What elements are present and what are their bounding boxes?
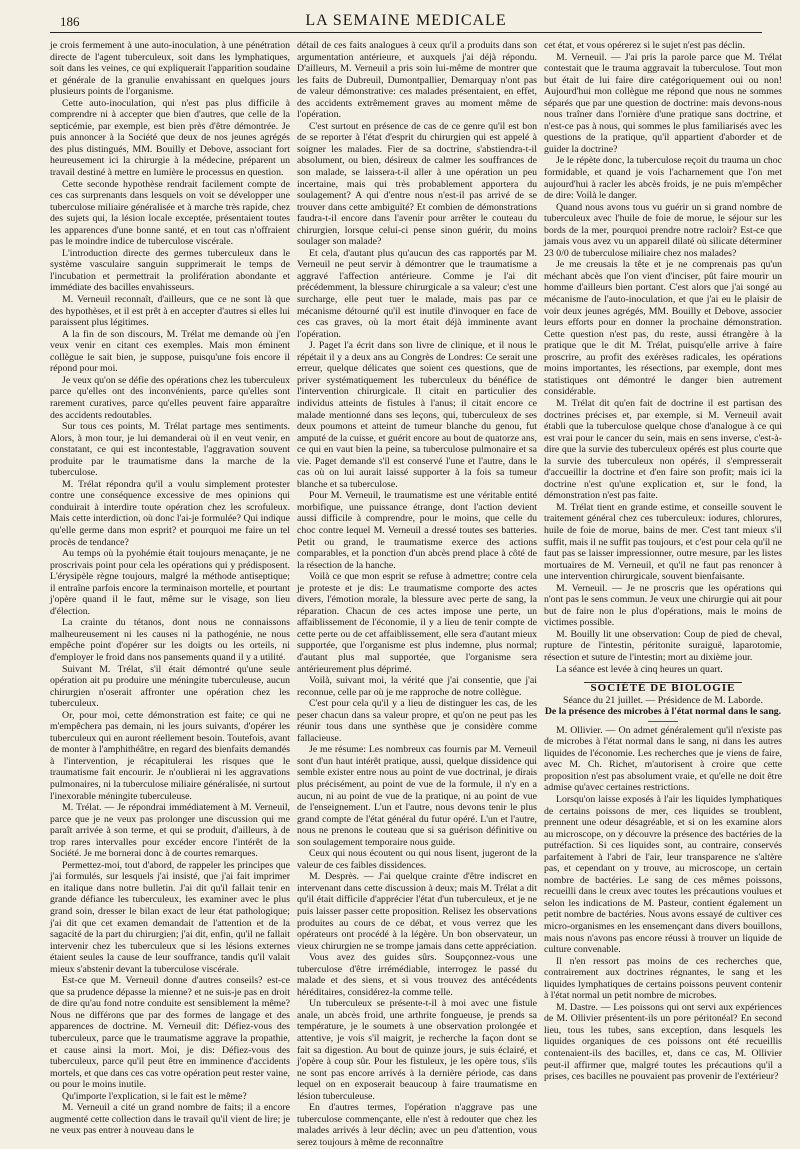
paragraph: Pour M. Verneuil, le traumatisme est une véritable entité morbifique, une puissance étrange, dont l'action devient aussi difficile à comprendre, pour le moins, que celle du choc contre lequel M. Verneuil a dressé toutes ses batteries. Petit ou grand, le traumatisme exerce des actions comparables, et la ponction d'un abcès prend place à côté de la résection de la hanche. bbox=[297, 490, 537, 571]
paragraph: détail de ces faits analogues à ceux qu'il a produits dans son argumentation antérieure, et auxquels j'ai déjà répondu. D'ailleurs, M. Verneuil a pris soin lui-même de montrer que les faits de Dubreuil, Dumontpallier, Demarquay n'ont pas de valeur démonstrative: ces malades présentaient, en effet, des accidents extrêmement graves au moment même de l'opération. bbox=[297, 40, 537, 121]
paragraph: Est-ce que M. Verneuil donne d'autres conseils? est-ce que sa prudence dépasse la mienne? et ne suis-je pas en droit de dire qu'au fond notre conduite est sensiblement la même? Nous ne différons que par des formes de langage et des apparences de doctrine. M. Verneuil dit: Défiez-vous des tuberculeux, parce que le traumatisme aggrave la propathie, et cause ainsi la mort. Moi, je dis: Défiez-vous des tuberculeux, parce qu'il peut être en imminence d'accidents mortels, et que dans ces cas votre opération peut rester vaine, ou pour le moins inutile. bbox=[50, 975, 290, 1091]
text-column-1 bbox=[50, 40, 290, 1137]
paragraph: Je me creusais la tête et je ne comprenais pas qu'un méchant abcès que l'on vient d'inciser, pût faire mourir un homme d'ailleurs bien portant. C'est alors que j'ai songé au mécanisme de l'auto-inoculation, et que j'ai eu le plaisir de voir deux jeunes agrégés, MM. Bouilly et Debove, associer leurs efforts pour en donner la prochaine démonstration. Cette question n'est pas, du reste, aussi étrangère à la pratique que le dit M. Trélat, puisqu'elle arrive à faire proscrire, au profit des exérèses radicales, les opérations moins importantes, les résections, par exemple, dont mes statistiques ont démontré le danger bien autrement considérable. bbox=[544, 259, 782, 398]
paragraph: M. Ollivier. — On admet généralement qu'il n'existe pas de microbes à l'état normal dans le sang, ni dans les autres liquides de l'économie. Les recherches que je viens de faire, avec M. Ch. Richet, m'autorisent à croire que cette proposition n'est pas absolument vraie, et qu'elle ne doit être admise qu'avec certaines restrictions. bbox=[544, 724, 782, 794]
paragraph: Qu'importe l'explication, si le fait est le même? bbox=[62, 1090, 247, 1102]
text-column-2 bbox=[297, 40, 537, 1148]
paragraph: Cette auto-inoculation, qui n'est pas plus difficile à comprendre ni à accepter que bien d'autres, que celle de la septicémie, par exemple, est bien près d'être démontrée. Je puis annoncer à la Société que deux de nos jeunes agrégés des plus distingués, MM. Bouilly et Debove, associant fort heureusement ici la chirurgie à la médecine, préparent un travail destiné à mettre en lumière le processus en question. bbox=[50, 97, 290, 179]
paragraph: Je me résume: Les nombreux cas fournis par M. Verneuil sont d'un haut intérêt pratique, aussi, quelque dissidence qui semble exister entre nous au point de vue doctrinal, je dirais plus précisément, au point de vue de la formule, il n'y en a aucun, ni au point de vue de la pratique, ni au point de vue de l'enseignement. L'un et l'autre, nous devons tenir le plus grand compte de l'état général du futur opéré. L'un et l'autre, nous ne prenons le couteau que si sa guérison définitive ou son soulagement temporaire nous guide. bbox=[297, 744, 537, 848]
paragraph: M. Desprès. — J'ai quelque crainte d'être indiscret en intervenant dans cette discussion à deux; mais M. Trélat a dit qu'il était difficile d'apprécier l'état d'un tuberculeux, et je ne puis laisser passer cette proposition. Relisez les observations produites au cours de ce débat, et vous verrez que les opérateurs ont procédé à la légère. Un bon observateur, un vieux chirurgien ne se trompe jamais dans cette appréciation. bbox=[297, 871, 537, 952]
journal-title: LA SEMAINE MEDICALE bbox=[305, 12, 507, 29]
paragraph: Or, pour moi, cette démonstration est faite; ce qui ne m'empêchera pas demain, ni les jours suivants, d'opérer les tuberculeux qui en auront réellement besoin. Toutefois, avant de monter à l'amphithéâtre, en regard des bienfaits demandés à l'intervention, je récapitulerai les risques que le traumatisme fait encourir. Je n'oublierai ni les aggravations pulmonaires, ni la tuberculose miliaire généralisée, ni surtout l'inexorable méningite tuberculeuse. bbox=[50, 709, 290, 802]
paragraph: J. Paget l'a écrit dans son livre de clinique, et il nous le répétait il y a deux ans au Congrès de Londres: Ce serait une erreur, quelque délicates que soient ces questions, que de priver systématiquement les tuberculeux du bénéfice de l'intervention chirurgicale. Il citait en particulier des individus atteints de fistules à l'anus; il citait encore ce malade mentionné dans ses leçons, qui, tuberculeux de ses deux poumons et atteint de tumeur blanche du genou, fut amputé de la cuisse, et guérit encore au bout de quatorze ans, ce qui en vaut bien la peine, sa tuberculose pulmonaire et sa vie. Paget demande s'il est conservé l'une et l'autre, dans le cas où on lui aurait laissé supporter à la fois sa tumeur blanche et sa tuberculose. bbox=[297, 340, 537, 490]
paragraph: M. Trélat répondra qu'il a voulu simplement protester contre une conséquence excessive de mes opinions qui conduirait à interdire toute opération chez les scrofuleux. Mais cette interdiction, où donc l'ai-je formulée? Qui indique qu'elle germe dans mon esprit? et pourquoi me faire un tel procès de tendance? bbox=[50, 478, 290, 548]
paragraph: M. Verneuil. — Je ne proscris que les opérations qui n'ont pas le sens commun. Je veux une chirurgie qui ait pour but de faire non le plus d'opérations, mais le moins de victimes possible. bbox=[544, 582, 782, 629]
paper-title: De la présence des microbes à l'état normal dans le sang. bbox=[544, 706, 782, 718]
section-heading: SOCIÉTÉ DE BIOLOGIE bbox=[590, 682, 736, 695]
page-number: 186 bbox=[60, 14, 80, 29]
paragraph: Je le répète donc, la tuberculose reçoit du trauma un choc formidable, et quand je vois l'acharnement que l'on met aujourd'hui à racler les abcès froids, je ne puis m'empêcher de dire: Voilà le danger. bbox=[544, 155, 782, 202]
paragraph: Vous avez des guides sûrs. Soupçonnez-vous une tuberculose d'être irrémédiable, interrogez le passé du malade et des siens, et si vous trouvez des antécédents héréditaires, considérez-la comme telle. bbox=[297, 952, 537, 998]
paragraph: Suivant M. Trélat, s'il était démontré qu'une seule opération ait pu produire une méningite tuberculeuse, aucun chirurgien n'oserait affronter une opération chez les tuberculeux. bbox=[50, 663, 290, 710]
paragraph: A la fin de son discours, M. Trélat me demande où j'en veux venir en citant ces exemples. Mais mon éminent collègue le sait bien, je suppose, puisqu'une fois encore il répond pour moi. bbox=[50, 328, 290, 375]
paragraph: L'introduction directe des germes tuberculeux dans le système vasculaire sanguin supprimerait le temps de l'incubation et permettrait la prolifération abondante et immédiate des bacilles envahisseurs. bbox=[50, 247, 290, 294]
paragraph: Je veux qu'on se défie des opérations chez les tuberculeux parce qu'elles ont des inconvénients, parce qu'elles sont rarement curatives, parce qu'elles peuvent faire apparaître des accidents redoutables. bbox=[50, 374, 290, 421]
paragraph: Voilà, suivant moi, la vérité que j'ai consentie, que j'ai reconnue, celle par où je me rapproche de notre collègue. bbox=[297, 675, 537, 698]
paragraph: Au temps où la pyohémie était toujours menaçante, je ne proscrivais point pour cela les opérations qui y prédisposent. L'érysipèle règne toujours, malgré la méthode antiseptique; il entraîne parfois encore la terminaison mortelle, et pourtant j'opère quand il le faut, même sur le visage, son lieu d'élection. bbox=[50, 548, 290, 617]
paragraph: Il n'en ressort pas moins de ces recherches que, contrairement aux doctrines régnantes, le sang et les liquides lymphatiques de certains poissons peuvent contenir à l'état normal un petit nombre de microbes. bbox=[544, 955, 782, 1002]
paragraph: M. Verneuil. — J'ai pris la parole parce que M. Trélat contestait que le trauma aggravait la tuberculose. Tout mon but était de lui faire dire catégoriquement oui ou non! Aujourd'hui mon collègue me répond que nous ne sommes séparés que par une question de doctrine: mais devons-nous nous traîner dans l'ornière d'une pratique sans doctrine, et n'est-ce pas à nous, qui sommes le plus familiarisés avec les questions de la pratique, qu'il appartient d'aborder et de guider la doctrine? bbox=[544, 51, 782, 155]
paragraph: Permettez-moi, tout d'abord, de rappeler les principes que j'ai formulés, sur lesquels j'ai insisté, que j'ai fait imprimer en italique dans notre bulletin. J'ai dit qu'il fallait tenir en grande défiance les tuberculeux, les examiner avec le plus grand soin, dresser le bilan exact de leur état pathologique; j'ai dit que cet examen demandait de l'attention et de la sagacité de la part du chirurgien; j'ai dit, enfin, qu'il ne fallait intervenir chez les tuberculeux que si les lésions externes étaient seules la cause de leur souffrance, tandis qu'il valait mieux s'abstenir devant la tuberculose viscérale. bbox=[50, 859, 290, 975]
paragraph: C'est pour cela qu'il y a lieu de distinguer les cas, de les peser chacun dans sa valeur propre, et qu'on ne peut pas les réunir tous dans une synthèse que je considère comme fallacieuse. bbox=[297, 698, 537, 744]
paragraph: Voilà ce que mon esprit se refuse à admettre; contre cela je proteste et je dis: Le traumatisme comporte des actes divers, l'émotion morale, la blessure avec perte de sang, la réparation. Chacun de ces actes impose une perte, un affaiblissement de l'économie, il y a lieu de tenir compte de cette perte ou de cet affaiblissement, elle sera d'autant mieux supportée, que l'organisme est plus indemne, plus normal; d'autant plus mal supportée, que l'organisme sera antérieurement plus déprimé. bbox=[297, 571, 537, 675]
paragraph: M. Verneuil reconnaît, d'ailleurs, que ce ne sont là que des hypothèses, et il est prêt à en accepter d'autres si elles lui paraissent plus légitimes. bbox=[50, 294, 290, 329]
paragraph: M. Trélat tient en grande estime, et conseille souvent le traitement général chez ces tuberculeux: iodures, chlorures, huile de foie de morue, bains de mer. C'est tant mieux s'il suffit, mais il ne suffit pas toujours, et c'est pour cela qu'il ne faut pas se laisser impressionner, outre mesure, par les listes mortuaires de M. Verneuil, et qu'il ne faut pas renoncer à une intervention chirurgicale, souvent bienfaisante. bbox=[544, 501, 782, 583]
page-header bbox=[50, 6, 762, 33]
paragraph: La séance est levée à cinq heures un quart. bbox=[556, 663, 723, 675]
paragraph: M. Trélat. — Je répondrai immédiatement à M. Verneuil, parce que je ne veux pas prolonger une discussion qui me paraît arrivée à son terme, et qui se produit, d'ailleurs, à de trop rares intervalles pour excéder encore l'intérêt de la Société. Je me bornerai donc à de courtes remarques. bbox=[50, 802, 290, 860]
text-column-3 bbox=[544, 40, 782, 1108]
paragraph: cet état, et vous opérerez si le sujet n'est pas déclin. bbox=[544, 40, 745, 51]
paragraph: La crainte du tétanos, dont nous ne connaissons malheureusement ni les causes ni la pathogénie, ne nous empêche point d'opérer sur les doigts ou les orteils, ni d'employer le froid dans nos pansements quand il y a utilité. bbox=[50, 617, 290, 663]
paragraph: je crois fermement à une auto-inoculation, à une pénétration directe de l'agent tuberculeux, soit dans les lymphatiques, soit dans les veines, ce qui expliquerait l'apparition soudaine et générale de la granulie envahissant en quelques jours plusieurs points de l'organisme. bbox=[50, 40, 290, 98]
paragraph: Ceux qui nous écoutent ou qui nous lisent, jugeront de la valeur de ces faibles dissidences. bbox=[297, 848, 537, 871]
paragraph: En d'autres termes, l'opération n'aggrave pas une tuberculose commençante, elle n'est à redouter que chez les malades arrivés à leur déclin; avec un peu d'attention, vous serez toujours à même de reconnaître bbox=[297, 1102, 537, 1148]
paragraph: C'est surtout en présence de cas de ce genre qu'il est bon de se reporter à l'état d'esprit du chirurgien qui est appelé à soigner les malades. Fier de sa doctrine, s'abstiendra-t-il absolument, ou bien, désireux de calmer les souffrances de son malade, se laissera-t-il aller à une opération un peu incertaine, mais qui très probablement apportera du soulagement? A qui d'entre nous n'est-il pas arrivé de se trouver dans cette ambiguïté? Et combien de démonstrations faudra-t-il encore dans l'avenir pour arrêter le couteau du chirurgien, lorsque celui-ci pense sinon guérir, du moins soulager son malade? bbox=[297, 120, 537, 248]
session-line: Séance du 21 juillet. — Présidence de M. Laborde. bbox=[563, 694, 763, 706]
paragraph: M. Bouilly lit une observation: Coup de pied de cheval, rupture de l'intestin, péritonite suraiguë, laparotomie, résection et suture de l'intestin; mort au dixième jour. bbox=[544, 628, 782, 663]
paragraph: Et cela, d'autant plus qu'aucun des cas rapportés par M. Verneuil ne peut servir à démontrer que le traumatisme a aggravé l'affection antérieure. Comme je l'ai dit précédemment, la blessure chirurgicale a sa valeur; c'est une surcharge, elle peut tuer le malade, mais pas par ce mécanisme détourné qu'il est inutile d'invoquer en face de ces cas graves, où la mort était déjà imminente avant l'opération. bbox=[297, 247, 537, 340]
paragraph: M. Verneuil a cité un grand nombre de faits; il a encore augmenté cette collection dans le travail qu'il vient de lire; je ne veux pas entrer à nouveau dans le bbox=[50, 1102, 290, 1137]
short-divider bbox=[648, 721, 678, 722]
paragraph: Quand nous avons tous vu guérir un si grand nombre de tuberculeux avec l'huile de foie de morue, le séjour sur les bords de la mer, pourquoi prendre notre racloir? Est-ce que jamais vous avez vu un appareil dilaté où silicate déterminer 23 0/0 de tuberculose miliaire chez nos malades? bbox=[544, 201, 782, 259]
paragraph: M. Trélat dit qu'en fait de doctrine il est partisan des doctrines précises et, par exemple, si M. Verneuil avait établi que la tuberculose quelque chose d'analogue à ce qui est vrai pour le cancer du sein, mais en sens inverse, c'est-à-dire que la survie des tuberculeux opérés est plus courte que la survie des tuberculeux non opérés, il s'empresserait d'accueillir la doctrine et d'en faire son profit; mais ici la doctrine n'est qu'une explication et, sur le fond, la démonstration n'est pas faite. bbox=[544, 397, 782, 502]
paragraph: Lorsqu'on laisse exposés à l'air les liquides lymphatiques de certains poissons de mer, ces liquides se troublent, prennent une odeur désagréable, et si on les examine alors au microscope, on y découvre la présence des bactéries de la putréfaction. Si ces liquides sont, au contraire, conservés parfaitement à l'abri de l'air, leur transparence ne s'altère pas, et cependant on y trouve, au microscope, un certain nombre de bactéries. Le sang de ces mêmes poissons, recueilli dans le creux avec toutes les précautions voulues et selon les indications de M. Pasteur, contient également un petit nombre de bactéries. Nous avons essayé de cultiver ces micro-organismes en les ensemençant dans divers bouillons, mais nous n'avons pas encore réussi à trouver un liquide de culture convenable. bbox=[544, 794, 782, 956]
paragraph: M. Dastre. — Les poissons qui ont servi aux expériences de M. Ollivier présentent-ils un pore péritonéal? En second lieu, tous les tubes, sans exception, dans lesquels les liquides organiques de ces poissons ont été recueillis contenaient-ils des bacilles, et, dans ce cas, M. Ollivier peut-il affirmer que, malgré toutes les précautions qu'il a prises, ces bacilles ne pouvaient pas provenir de l'extérieur? bbox=[544, 1001, 782, 1083]
paragraph: Un tuberculeux se présente-t-il à moi avec une fistule anale, un abcès froid, une arthrite fongueuse, je prends sa température, je le soumets à une observation prolongée et attentive, je vois s'il maigrit, je recherche la façon dont se fait sa digestion. Au bout de quinze jours, je suis éclairé, et j'opère à coup sûr. Pour les fistuleux, je les opère tous, s'ils ne sont pas encore arrivés à la dernière période, cas dans lequel on en exposerait beaucoup à faire traumatisme en lésion tuberculeuse. bbox=[297, 998, 537, 1102]
paragraph: Sur tous ces points, M. Trélat partage mes sentiments. Alors, à mon tour, je lui demanderai où il en veut venir, en constatant, ce qui est incontestable, l'aggravation souvent produite par le traumatisme dans la marche de la tuberculose. bbox=[50, 421, 290, 479]
paragraph: Cette seconde hypothèse rendrait facilement compte de ces cas surprenants dans lesquels on voit se développer une tuberculose miliaire généralisée et à marche très rapide, chez des sujets qui, la lésion locale exceptée, présentaient toutes les apparences d'une bonne santé, et en tout cas n'offraient pas le moindre indice de tuberculose viscérale. bbox=[50, 178, 290, 248]
